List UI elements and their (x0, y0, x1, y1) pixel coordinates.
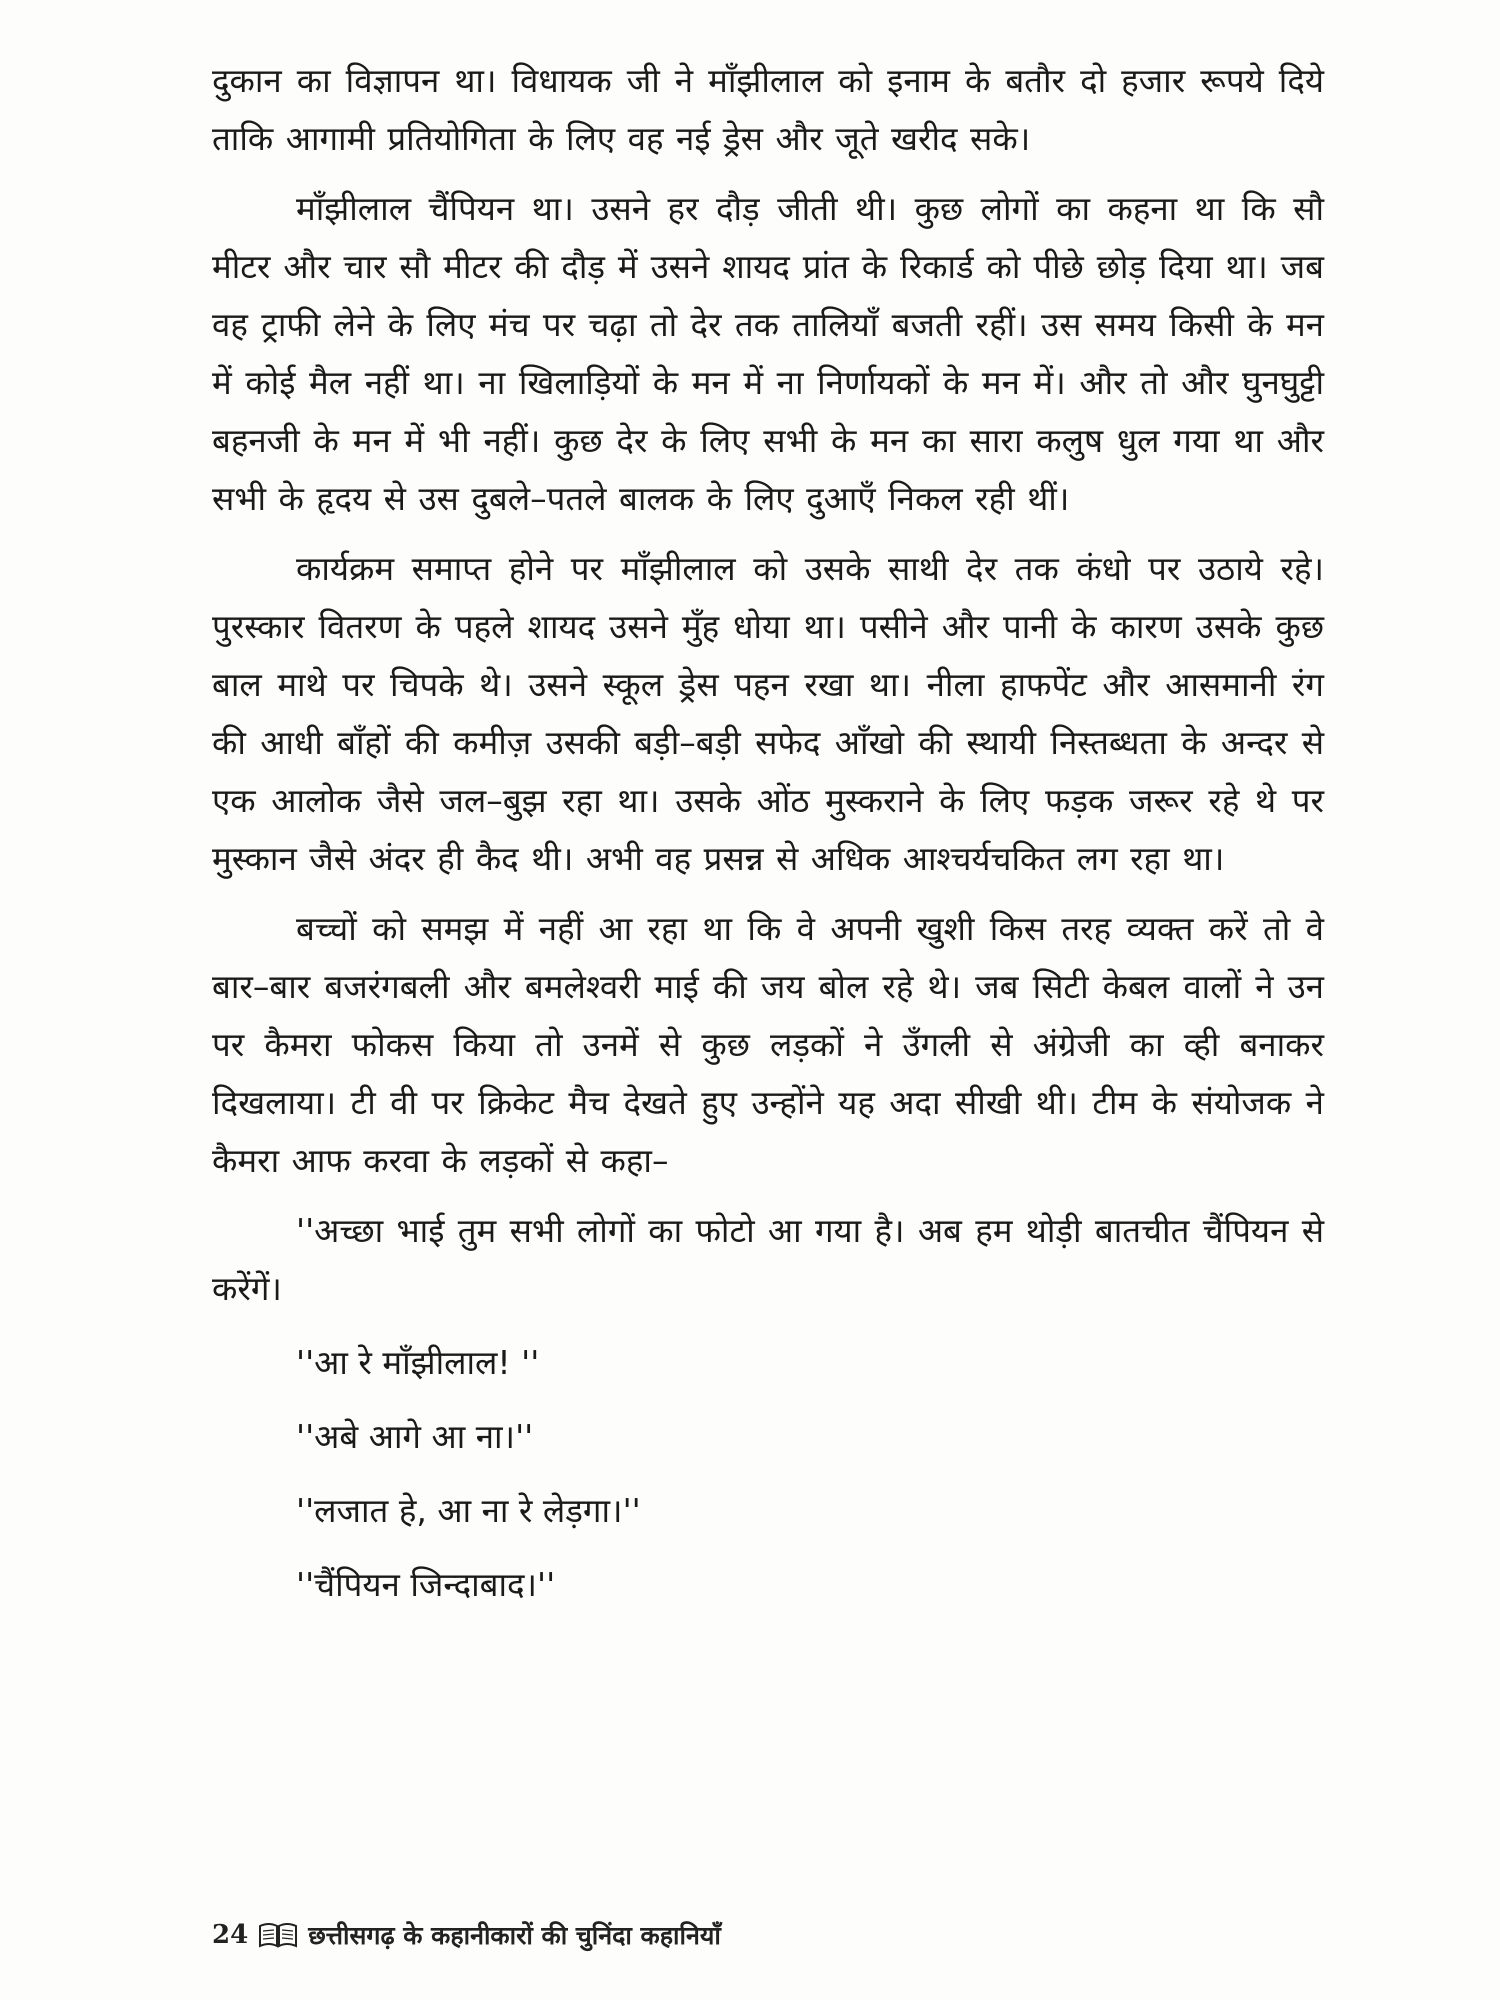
dialogue-line-3: ''लजात हे, आ ना रे लेड़गा।'' (296, 1491, 641, 1530)
paragraph-1: दुकान का विज्ञापन था। विधायक जी ने माँझीलाल को इनाम के बतौर दो हजार रूपये दिये ताकि आगामी प्रतियोगिता के लिए वह नई ड्रेस और जूते खरीद सके। (212, 61, 1324, 158)
dialogue-line-2: ''अबे आगे आ ना।'' (296, 1417, 534, 1456)
paragraph-4: बच्चों को समझ में नहीं आ रहा था कि वे अपनी खुशी किस तरह व्यक्त करें तो वे बार–बार बजरंगबली और बमलेश्वरी माई की जय बोल रहे थे। जब सिटी केबल वालों ने उन पर कैमरा फोकस किया तो उनमें से कुछ लड़कों ने उँगली से अंग्रेजी का व्ही बनाकर दिखलाया। टी वी पर क्रिकेट मैच देखते हुए उन्होंने यह अदा सीखी थी। टीम के संयोजक ने कैमरा आफ करवा के लड़कों से कहा– (212, 909, 1324, 1180)
paragraph-3: कार्यक्रम समाप्त होने पर माँझीलाल को उसके साथी देर तक कंधो पर उठाये रहे। पुरस्कार वितरण के पहले शायद उसने मुँह धोया था। पसीने और पानी के कारण उसके कुछ बाल माथे पर चिपके थे। उसने स्कूल ड्रेस पहन रखा था। नीला हाफपेंट और आसमानी रंग की आधी बाँहों की कमीज़ उसकी बड़ी–बड़ी सफेद आँखो की स्थायी निस्तब्धता के अन्दर से एक आलोक जैसे जल–बुझ रहा था। उसके ओंठ मुस्कराने के लिए फड़क जरूर रहे थे पर मुस्कान जैसे अंदर ही कैद थी। अभी वह प्रसन्न से अधिक आश्चर्यचकित लग रहा था। (212, 549, 1324, 878)
page-body (212, 52, 1324, 1614)
book-title: छत्तीसगढ़ के कहानीकारों की चुनिंदा कहानियाँ (308, 1921, 721, 1950)
paragraph-5: ''अच्छा भाई तुम सभी लोगों का फोटो आ गया है। अब हम थोड़ी बातचीत चैंपियन से करेंगें। (212, 1211, 1324, 1308)
dialogue-line-4: ''चैंपियन जिन्दाबाद।'' (296, 1565, 556, 1604)
book-icon (258, 1920, 298, 1950)
page-footer (212, 1918, 721, 1952)
page-number: 24 (212, 1920, 249, 1950)
paragraph-2: माँझीलाल चैंपियन था। उसने हर दौड़ जीती थी। कुछ लोगों का कहना था कि सौ मीटर और चार सौ मीटर की दौड़ में उसने शायद प्रांत के रिकार्ड को पीछे छोड़ दिया था। जब वह ट्राफी लेने के लिए मंच पर चढ़ा तो देर तक तालियाँ बजती रहीं। उस समय किसी के मन में कोई मैल नहीं था। ना खिलाड़ियों के मन में ना निर्णायकों के मन में। और तो और घुनघुट्टी बहनजी के मन में भी नहीं। कुछ देर के लिए सभी के मन का सारा कलुष धुल गया था और सभी के हृदय से उस दुबले–पतले बालक के लिए दुआएँ निकल रही थीं। (212, 189, 1324, 518)
dialogue-line-1: ''आ रे माँझीलाल! '' (296, 1343, 540, 1382)
